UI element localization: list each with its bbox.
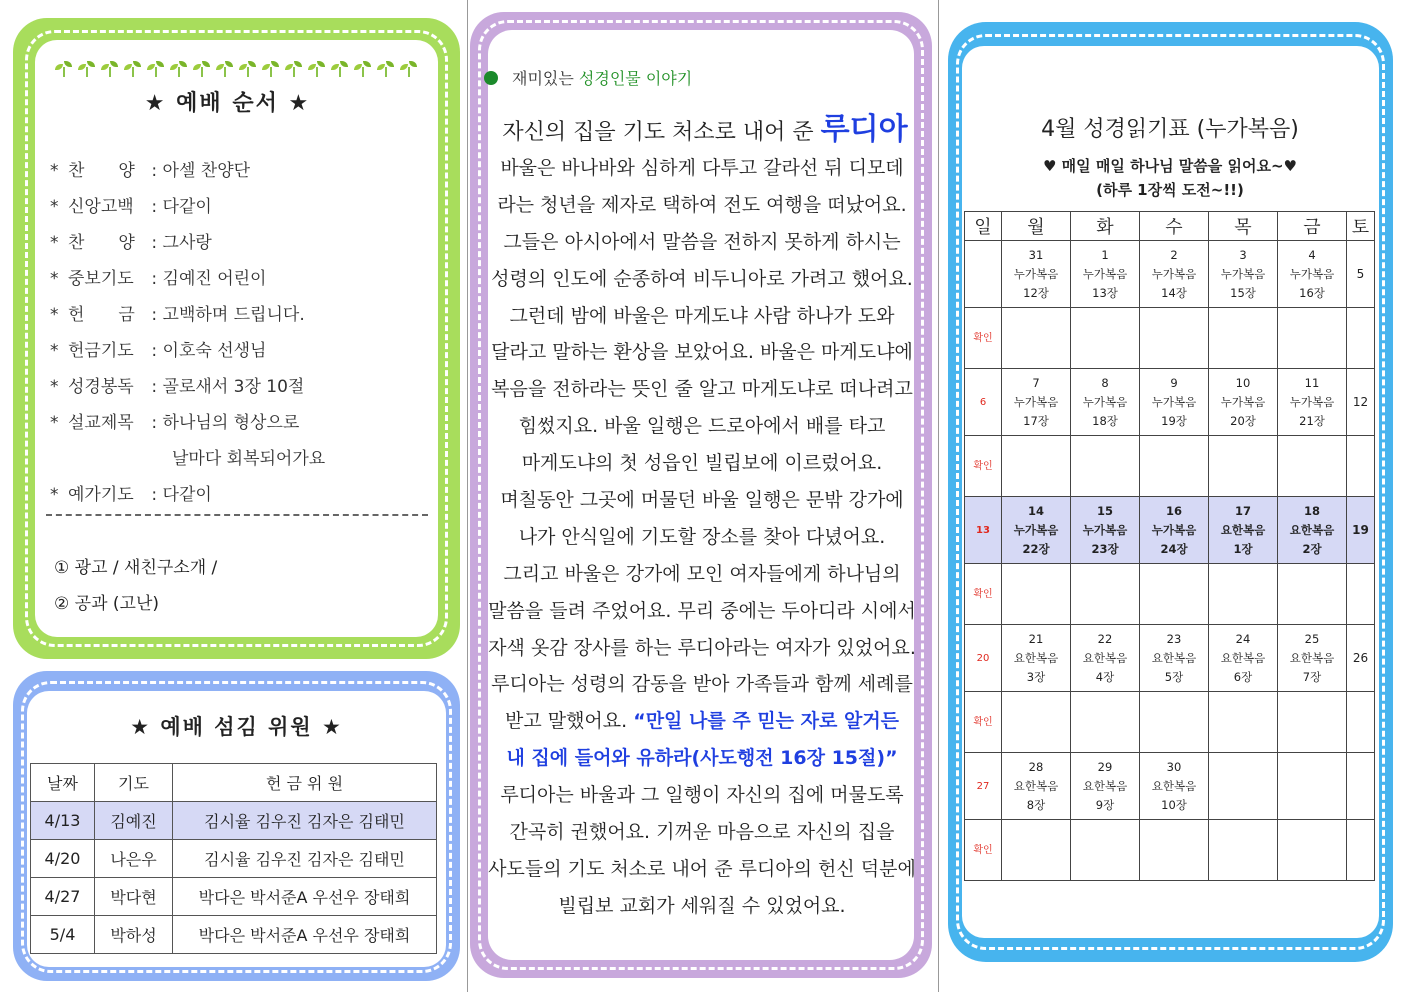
fold-line-right [938,0,939,992]
day-header: 수 [1140,212,1209,241]
day-header: 토 [1347,212,1375,241]
calendar-week-row [965,625,1375,692]
calendar-day-cell [1278,753,1347,820]
check-row [965,692,1375,753]
order-item: * 성경봉독 : 골로새서 3장 10절 [50,371,440,407]
order-item-value: 골로새서 3장 10절 [162,377,305,397]
order-item-value: 이호숙 선생님 [162,341,267,361]
calendar-day-cell: 7 누가복음 17장 [1002,369,1071,436]
calendar-day-cell: 11 누가복음 21장 [1278,369,1347,436]
calendar-day-cell: 9 누가복음 19장 [1140,369,1209,436]
check-label: 확인 [965,820,1002,881]
order-item-value: 아셀 찬양단 [162,161,251,181]
check-cell[interactable] [1140,308,1209,369]
order-item: * 예가기도 : 다같이 [50,479,440,515]
order-item: * 중보기도 : 김예진 어린이 [50,263,440,299]
calendar-week-row [965,241,1375,308]
check-cell[interactable] [1347,692,1375,753]
day-header: 일 [965,212,1002,241]
check-label: 확인 [965,308,1002,369]
order-item: * 설교제목 : 하나님의 형상으로 [50,407,440,443]
order-item-label: 성경봉독 [68,377,134,397]
story-header-highlight: 성경인물 이야기 [578,69,693,88]
story-line: 그리고 바울은 강가에 모인 여자들에게 하나님의 [503,562,901,585]
header-prayer: 기도 [95,764,173,802]
check-label: 확인 [965,564,1002,625]
calendar-day-cell: 1 누가복음 13장 [1071,241,1140,308]
sunday-cell: 20 [965,625,1002,692]
story-line: 받고 말했어요. “만일 나를 주 믿는 자로 알거든 [504,710,900,733]
calendar-day-cell: 14 누가복음 22장 [1002,497,1071,564]
check-label: 확인 [965,436,1002,497]
order-item-label: 찬 양 [68,233,135,253]
check-cell[interactable] [1347,820,1375,881]
table-row: 5/4 박하성 박다은 박서준A 우선우 장태희 [31,916,437,954]
story-line: 자색 옷감 장사를 하는 루디아라는 여자가 있었어요. [488,636,916,659]
saturday-cell: 12 [1347,369,1375,436]
saturday-cell: 5 [1347,241,1375,308]
story-line: 라는 청년을 제자로 택하여 전도 여행을 떠났어요. [497,193,907,216]
calendar-day-cell: 10 누가복음 20장 [1209,369,1278,436]
worship-order-list [50,155,440,515]
check-row [965,308,1375,369]
check-cell[interactable] [1071,308,1140,369]
calendar-week-row [965,497,1375,564]
check-cell[interactable] [1347,436,1375,497]
calendar-week-row [965,753,1375,820]
check-cell[interactable] [1071,820,1140,881]
check-cell[interactable] [1071,436,1140,497]
story-title-name: 루디아 [820,112,908,147]
story-line: 말씀을 들려 주었어요. 무리 중에는 두아디라 시에서 [488,599,916,622]
table-row: 4/20 나은우 김시율 김우진 김자은 김태민 [31,840,437,878]
check-cell[interactable] [1002,308,1071,369]
sunday-cell: 13 [965,497,1002,564]
calendar-day-cell: 23 요한복음 5장 [1140,625,1209,692]
calendar-subtitle: ♥ 매일 매일 하나님 말씀을 읽어요~♥ (하루 1장씩 도전~!!) [1043,157,1297,199]
check-cell[interactable] [1209,820,1278,881]
calendar-day-cell: 24 요한복음 6장 [1209,625,1278,692]
check-row [965,436,1375,497]
story-line: 바울은 바나바와 심하게 다투고 갈라선 뒤 디모데 [500,157,904,179]
order-item-value: 고백하며 드립니다. [162,305,305,325]
check-cell[interactable] [1347,308,1375,369]
order-item-value: 하나님의 형상으로 [162,413,300,433]
order-item-label: 찬 양 [68,161,135,181]
story-line: 마게도냐의 첫 성읍인 빌립보에 이르렀어요. [521,452,883,475]
saturday-cell: 26 [1347,625,1375,692]
order-item: * 찬 양 : 그사랑 [50,227,440,263]
check-cell[interactable] [1209,564,1278,625]
note-item: ② 공과 (고난) [54,594,160,614]
sunday-cell: 27 [965,753,1002,820]
story-line: 달라고 말하는 환상을 보았어요. 바울은 마게도냐에 [491,341,913,364]
check-cell[interactable] [1002,564,1071,625]
check-cell[interactable] [1278,564,1347,625]
day-header: 금 [1278,212,1347,241]
calendar-day-cell: 15 누가복음 23장 [1071,497,1140,564]
story-body [482,150,922,925]
calendar-day-cell [1209,753,1278,820]
calendar-day-cell: 31 누가복음 12장 [1002,241,1071,308]
order-item-value: 다같이 [162,485,212,505]
sunday-cell: 6 [965,369,1002,436]
table-row: 4/27 박다현 박다은 박서준A 우선우 장태희 [31,878,437,916]
calendar-day-cell: 28 요한복음 8장 [1002,753,1071,820]
calendar-day-cell: 8 누가복음 18장 [1071,369,1140,436]
story-title: 자신의 집을 기도 처소로 내어 준 루디아 [502,112,908,147]
reading-calendar [964,211,1375,881]
check-cell[interactable] [1002,436,1071,497]
story-line: 그들은 아시아에서 말씀을 전하지 못하게 하시는 [503,230,901,253]
story-line: 사도들의 기도 처소로 내어 준 루디아의 헌신 덕분에 [488,857,916,880]
order-item: * 헌 금 : 고백하며 드립니다. [50,299,440,335]
story-line: 힘썼지요. 바울 일행은 드로아에서 배를 타고 [518,415,886,438]
calendar-day-cell: 4 누가복음 16장 [1278,241,1347,308]
note-item: ① 광고 / 새친구소개 / [54,558,218,578]
header-offering: 헌 금 위 원 [173,764,437,802]
check-cell[interactable] [1071,564,1140,625]
check-label: 확인 [965,692,1002,753]
header-date: 날짜 [31,764,95,802]
day-header: 월 [1002,212,1071,241]
story-line: 성령의 인도에 순종하여 비두니아로 가려고 했어요. [491,267,913,290]
order-item-label: 헌 금 [68,305,135,325]
check-cell[interactable] [1140,564,1209,625]
committee-table [30,763,437,954]
calendar-day-cell: 22 요한복음 4장 [1071,625,1140,692]
story-line: 빌립보 교회가 세워질 수 있었어요. [558,894,846,917]
order-item-label: 중보기도 [68,269,134,289]
day-header: 화 [1071,212,1140,241]
calendar-week-row [965,369,1375,436]
check-cell[interactable] [1140,692,1209,753]
worship-order-title: ★ 예배 순서 ★ [144,91,311,116]
check-cell[interactable] [1002,820,1071,881]
sprout-decoration [53,58,423,86]
table-row: 4/13 김예진 김시율 김우진 김자은 김태민 [31,802,437,840]
check-cell[interactable] [1278,820,1347,881]
day-header: 목 [1209,212,1278,241]
order-item-value: 다같이 [162,197,212,217]
order-item-label: 신앙고백 [68,197,134,217]
check-row [965,564,1375,625]
saturday-cell: 19 [1347,497,1375,564]
check-cell[interactable] [1002,692,1071,753]
story-line: 그런데 밤에 바울은 마게도냐 사람 하나가 도와 [509,304,895,327]
worship-notes [54,552,217,624]
order-item-value: 그사랑 [162,233,212,253]
check-cell[interactable] [1278,436,1347,497]
check-cell[interactable] [1209,692,1278,753]
check-cell[interactable] [1071,692,1140,753]
calendar-day-cell: 16 누가복음 24장 [1140,497,1209,564]
calendar-day-cell: 17 요한복음 1장 [1209,497,1278,564]
story-line: 루디아는 바울과 그 일행이 자신의 집에 머물도록 [500,784,904,807]
check-cell[interactable] [1209,436,1278,497]
order-item-label: 예가기도 [68,485,134,505]
calendar-day-cell: 2 누가복음 14장 [1140,241,1209,308]
check-cell[interactable] [1140,436,1209,497]
calendar-title: 4월 성경읽기표 (누가복음) [1041,117,1299,142]
check-cell[interactable] [1140,820,1209,881]
fold-line-left [467,0,468,992]
story-line: 내 집에 들어와 유하라(사도행전 16장 15절)” [506,747,898,770]
divider [46,514,428,516]
story-line: 간곡히 권했어요. 기꺼운 마음으로 자신의 집을 [509,821,895,844]
calendar-day-cell: 21 요한복음 3장 [1002,625,1071,692]
saturday-cell [1347,753,1375,820]
order-item: * 헌금기도 : 이호숙 선생님 [50,335,440,371]
check-cell[interactable] [1209,308,1278,369]
calendar-day-cell: 18 요한복음 2장 [1278,497,1347,564]
story-quote: “만일 나를 주 믿는 자로 알거든 [633,710,900,733]
story-line: 며칠동안 그곳에 머물던 바울 일행은 문밖 강가에 [500,489,904,512]
story-line: 나가 안식일에 기도할 장소를 찾아 다녔어요. [518,525,886,548]
bullet-dot-icon [484,71,498,85]
calendar-day-cell: 3 누가복음 15장 [1209,241,1278,308]
check-cell[interactable] [1347,564,1375,625]
order-item: * 신앙고백 : 다같이 [50,191,440,227]
order-item: * 찬 양 : 아셀 찬양단 [50,155,440,191]
order-item-label: 설교제목 [68,413,134,433]
story-line: 복음을 전하라는 뜻인 줄 알고 마게도냐로 떠나려고 [491,378,913,401]
calendar-day-cell: 25 요한복음 7장 [1278,625,1347,692]
committee-panel [13,671,460,981]
sermon-title-cont: 날마다 회복되어가요 [172,449,326,469]
story-header: 재미있는 성경인물 이야기 [484,66,692,89]
check-cell[interactable] [1278,308,1347,369]
calendar-day-cell: 29 요한복음 9장 [1071,753,1140,820]
calendar-day-cell: 30 요한복음 10장 [1140,753,1209,820]
committee-title: ★ 예배 섬김 위원 ★ [130,715,343,739]
check-cell[interactable] [1278,692,1347,753]
order-item-label: 헌금기도 [68,341,134,361]
story-line: 루디아는 성령의 감동을 받아 가족들과 함께 세례를 [491,673,913,696]
check-row [965,820,1375,881]
order-item-value: 김예진 어린이 [162,269,267,289]
sunday-cell [965,241,1002,308]
